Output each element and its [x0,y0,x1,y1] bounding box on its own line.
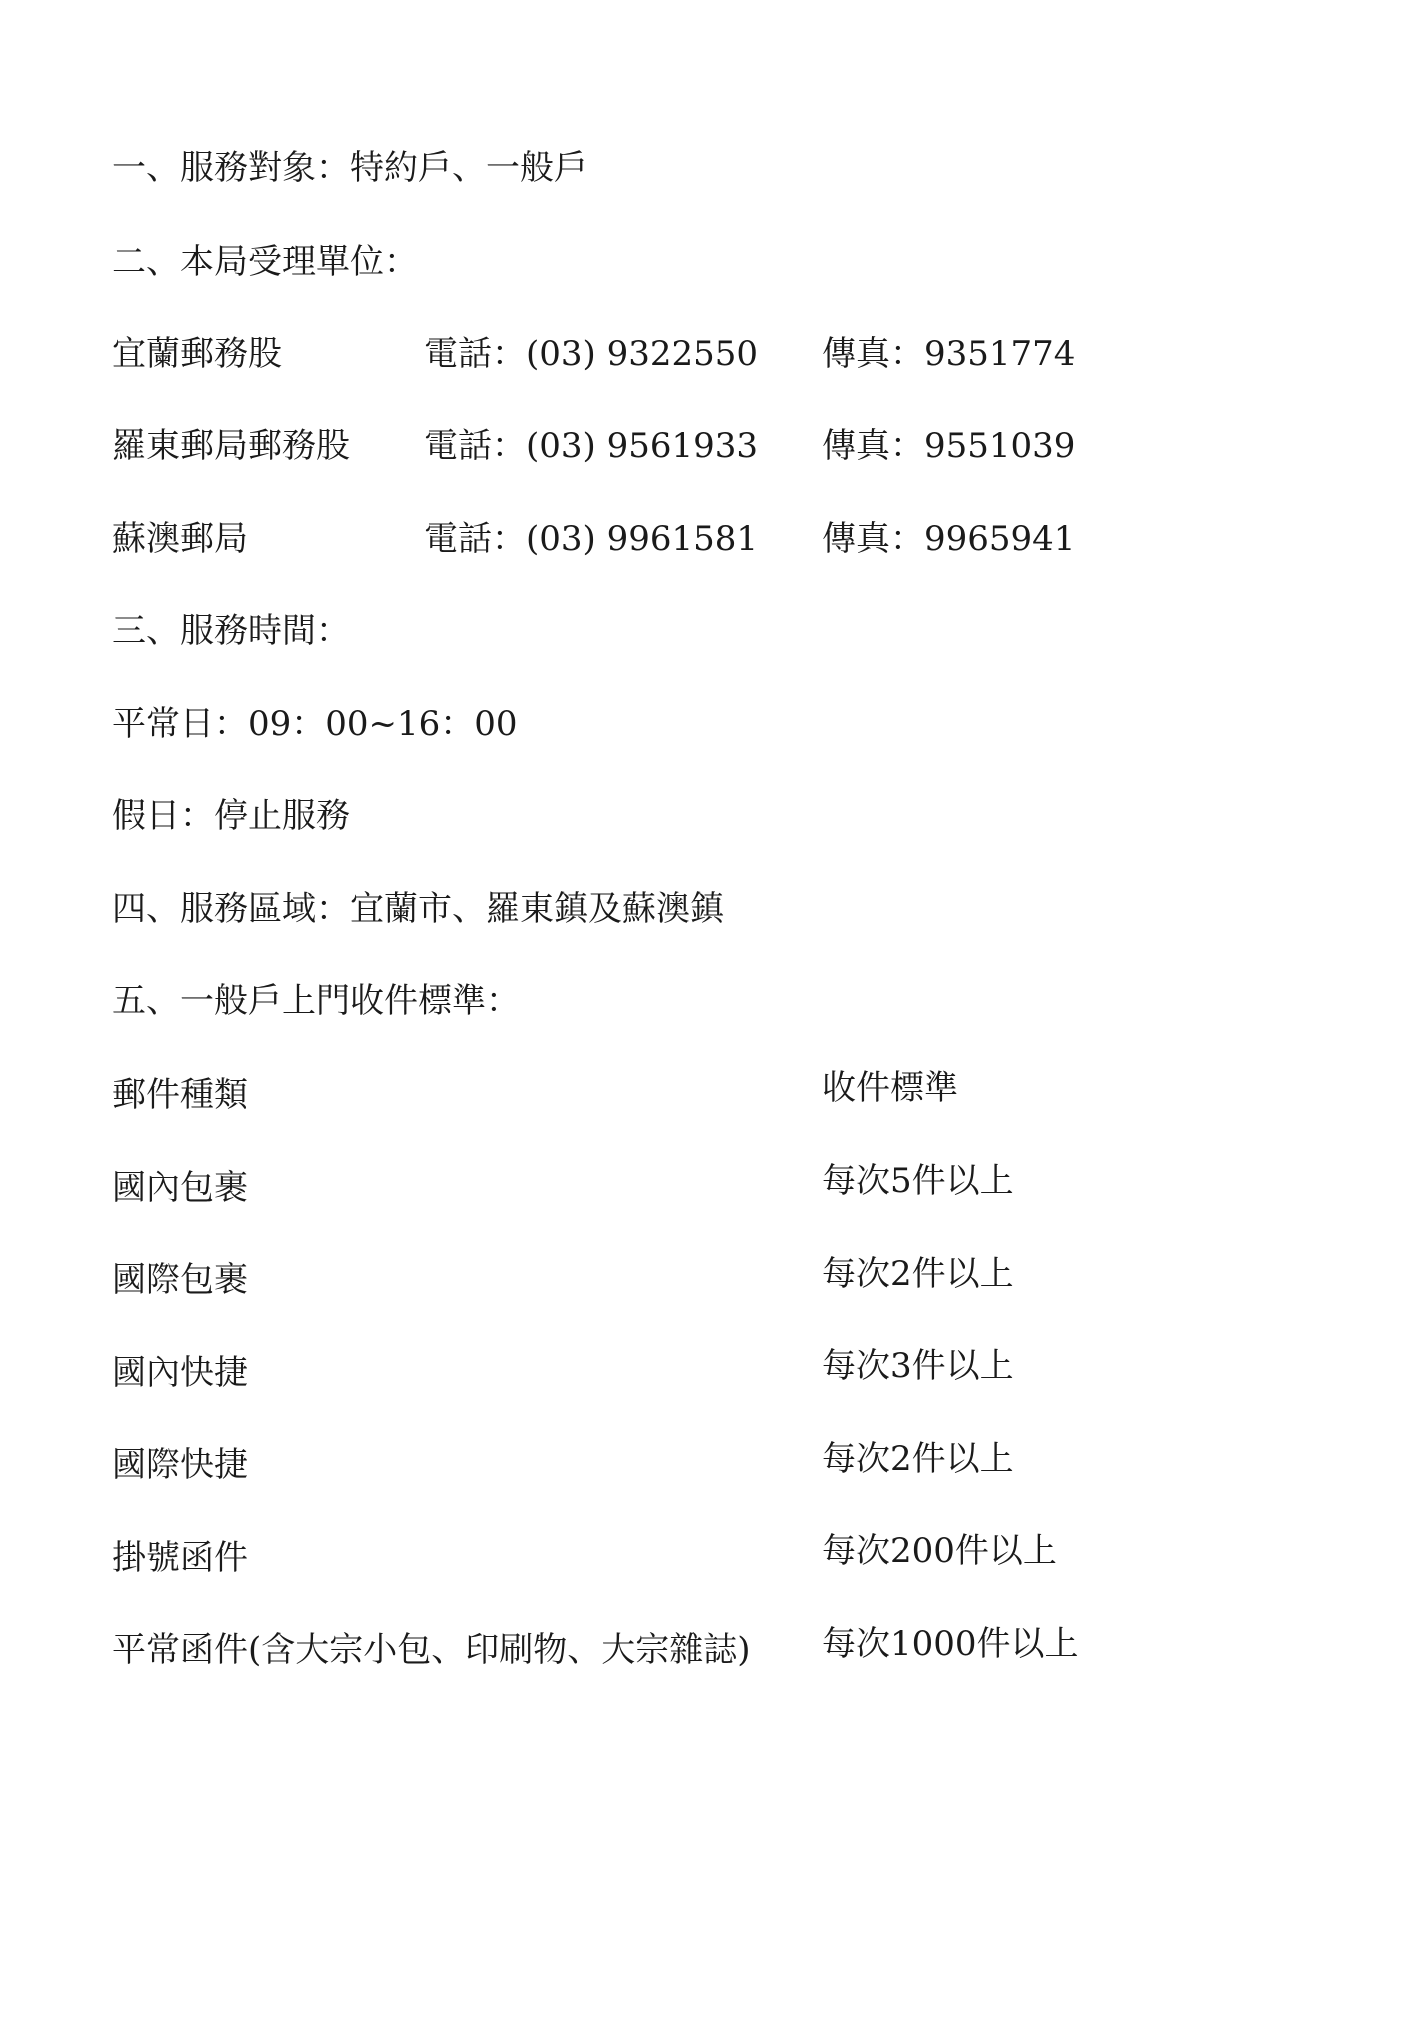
unit-name: 蘇澳郵局 [112,519,248,559]
pickup-standard: 每次3件以上 [822,1346,1014,1386]
unit-fax: 傳真：9351774 [822,334,1076,374]
pickup-standard: 每次2件以上 [822,1254,1014,1294]
pickup-standard: 每次200件以上 [822,1531,1057,1571]
unit-name: 宜蘭郵務股 [112,334,282,374]
accepting-units-heading: 二、本局受理單位： [112,242,418,282]
unit-phone: 電話：(03) 9322550 [424,334,759,374]
mail-type: 平常函件(含大宗小包、印刷物、大宗雜誌) [112,1630,751,1670]
standard-header: 收件標準 [822,1068,958,1108]
mail-type: 掛號函件 [112,1538,248,1578]
unit-name: 羅東郵局郵務股 [112,426,350,466]
holiday-hours: 假日：停止服務 [112,796,350,836]
mail-type-header: 郵件種類 [112,1075,248,1115]
mail-type: 國內包裹 [112,1168,248,1208]
mail-type: 國際包裹 [112,1260,248,1300]
unit-phone: 電話：(03) 9961581 [424,519,759,559]
service-area-line: 四、服務區域：宜蘭市、羅東鎮及蘇澳鎮 [112,889,724,929]
service-target-line: 一、服務對象：特約戶、一般戶 [112,148,588,188]
mail-type: 國際快捷 [112,1445,248,1485]
pickup-standard: 每次1000件以上 [822,1624,1079,1664]
pickup-standard: 每次5件以上 [822,1161,1014,1201]
service-hours-heading: 三、服務時間： [112,611,350,651]
pickup-standard-heading: 五、一般戶上門收件標準： [112,981,520,1021]
unit-fax: 傳真：9551039 [822,426,1076,466]
pickup-standard: 每次2件以上 [822,1439,1014,1479]
unit-phone: 電話：(03) 9561933 [424,426,759,466]
weekday-hours: 平常日：09：00~16：00 [112,704,518,744]
mail-type: 國內快捷 [112,1353,248,1393]
unit-fax: 傳真：9965941 [822,519,1076,559]
